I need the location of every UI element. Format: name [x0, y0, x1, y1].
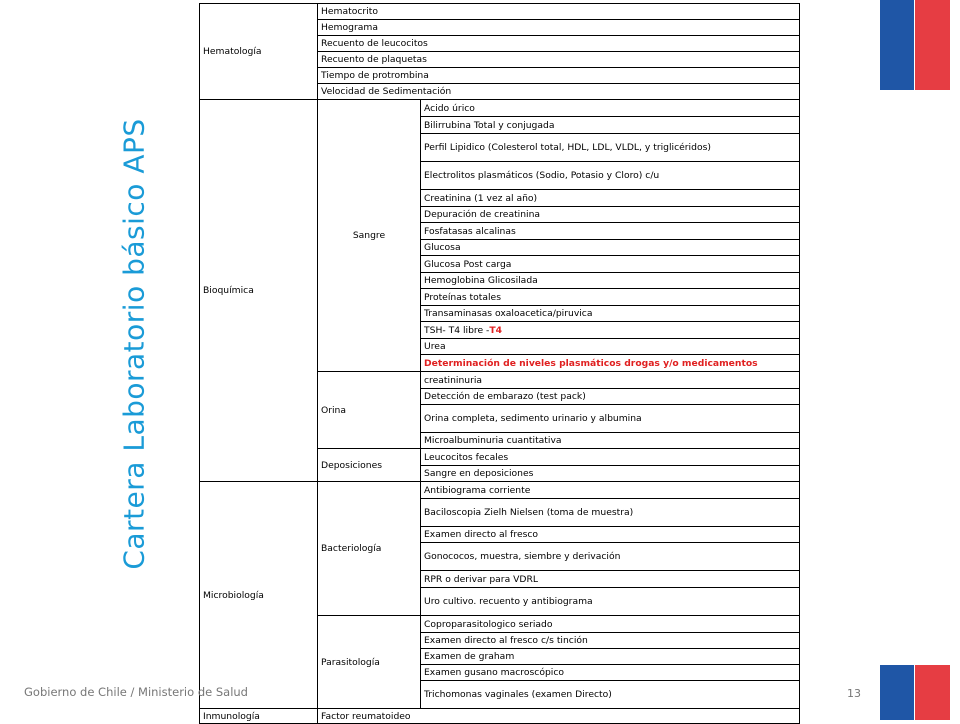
subcategory-orina: Orina — [318, 372, 421, 449]
exam-cell: Creatinina (1 vez al año) — [421, 190, 800, 207]
exam-cell: RPR o derivar para VDRL — [421, 571, 800, 588]
laboratory-table — [199, 3, 800, 724]
exam-cell: Glucosa Post carga — [421, 256, 800, 273]
highlight-text: T4 — [489, 324, 503, 336]
flag-red-stripe — [915, 0, 950, 90]
category-microbiologia: Microbiología — [200, 482, 318, 709]
exam-cell: Microalbuminuria cuantitativa — [421, 433, 800, 449]
exam-cell: Examen gusano macroscópico — [421, 665, 800, 681]
exam-cell: Examen de graham — [421, 649, 800, 665]
exam-cell: Leucocitos fecales — [421, 449, 800, 466]
exam-cell: Glucosa — [421, 240, 800, 256]
exam-cell: Examen directo al fresco — [421, 527, 800, 543]
exam-cell: Perfil Lipidico (Colesterol total, HDL, LDL, VLDL, y triglicéridos) — [421, 134, 800, 162]
footer-text: Gobierno de Chile / Ministerio de Salud — [24, 685, 248, 699]
exam-cell: Fosfatasas alcalinas — [421, 223, 800, 240]
exam-cell: Hematocrito — [318, 4, 800, 20]
exam-cell: Antibiograma corriente — [421, 482, 800, 499]
category-bioquimica: Bioquímica — [200, 100, 318, 482]
exam-cell: Coproparasitologico seriado — [421, 616, 800, 633]
exam-cell: Electrolitos plasmáticos (Sodio, Potasio y Cloro) c/u — [421, 162, 800, 190]
page-number: 13 — [847, 687, 861, 700]
flag-blue-stripe — [880, 0, 914, 90]
chile-flag-top-decoration — [880, 0, 950, 90]
exam-cell: Velocidad de Sedimentación — [318, 84, 800, 100]
exam-cell: Recuento de leucocitos — [318, 36, 800, 52]
exam-cell: Acido úrico — [421, 100, 800, 117]
exam-cell: Baciloscopia Zielh Nielsen (toma de muestra) — [421, 499, 800, 527]
exam-text: TSH- T4 libre - — [424, 324, 490, 336]
subcategory-deposiciones: Deposiciones — [318, 449, 421, 482]
exam-cell: Factor reumatoideo — [318, 709, 800, 724]
flag-blue-stripe — [880, 665, 914, 720]
exam-cell: Hemoglobina Glicosilada — [421, 273, 800, 289]
exam-cell: Trichomonas vaginales (examen Directo) — [421, 681, 800, 709]
exam-cell: Sangre en deposiciones — [421, 466, 800, 482]
category-inmunologia: Inmunología — [200, 709, 318, 724]
category-hematologia: Hematología — [200, 4, 318, 100]
exam-cell: Examen directo al fresco c/s tinción — [421, 633, 800, 649]
flag-red-stripe — [915, 665, 950, 720]
exam-cell-tsh — [421, 322, 800, 339]
exam-cell: Transaminasas oxaloacetica/piruvica — [421, 306, 800, 322]
chile-flag-bottom-decoration — [880, 665, 950, 720]
exam-cell: Hemograma — [318, 20, 800, 36]
exam-cell: Tiempo de protrombina — [318, 68, 800, 84]
exam-cell: Urea — [421, 339, 800, 355]
exam-cell: Proteínas totales — [421, 289, 800, 306]
exam-cell: Gonococos, muestra, siembre y derivación — [421, 543, 800, 571]
exam-cell-highlighted: Determinación de niveles plasmáticos drogas y/o medicamentos — [421, 355, 800, 372]
subcategory-sangre: Sangre — [318, 100, 421, 372]
exam-cell: Orina completa, sedimento urinario y albumina — [421, 405, 800, 433]
exam-cell: Uro cultivo. recuento y antibiograma — [421, 588, 800, 616]
slide-title: Cartera Laboratorio básico APS — [117, 118, 151, 570]
subcategory-bacteriologia: Bacteriología — [318, 482, 421, 616]
subcategory-parasitologia: Parasitología — [318, 616, 421, 709]
slide-title-container — [102, 88, 166, 600]
exam-cell: creatininuria — [421, 372, 800, 389]
exam-cell: Depuración de creatinina — [421, 207, 800, 223]
exam-cell: Bilirrubina Total y conjugada — [421, 117, 800, 134]
exam-cell: Recuento de plaquetas — [318, 52, 800, 68]
exam-cell: Detección de embarazo (test pack) — [421, 389, 800, 405]
